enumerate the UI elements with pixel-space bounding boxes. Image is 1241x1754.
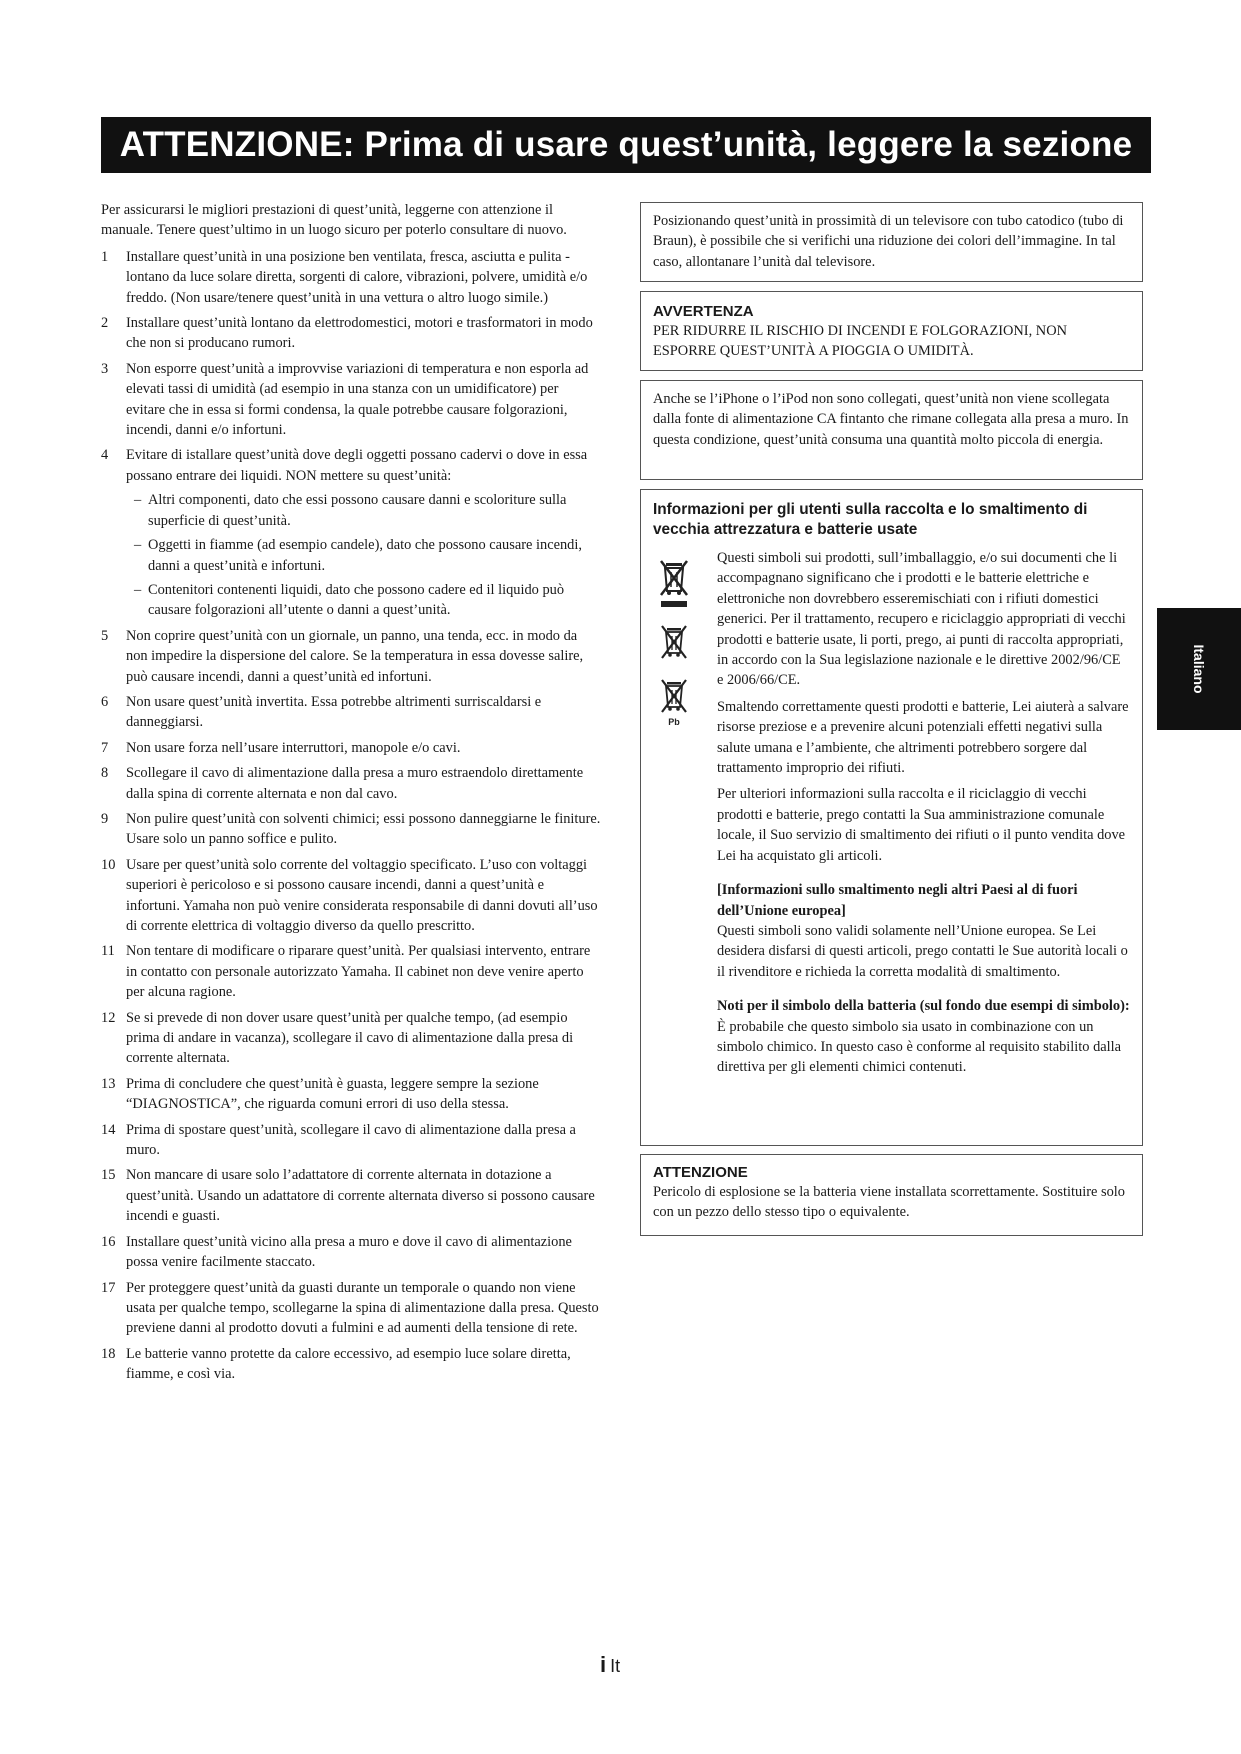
non-eu-heading: [Informazioni sullo smaltimento negli altri Paesi al di fuori dell’Unione europea]: [717, 882, 1078, 919]
sub-list: [126, 490, 601, 620]
iphone-notice-box: [640, 380, 1143, 480]
list-item: 17 Per proteggere quest’unità da guasti durante un temporale o quando non viene usata per qualche tempo, scollegarne la spina di alimentazione dalla presa. Questo previene danni al prodotto dovuti a fulmini e ad aumenti della tensione di rete.: [101, 1279, 599, 1337]
disposal-paragraph: Questi simboli sui prodotti, sull’imballaggio, e/o sui documenti che li accompagnano significano che i prodotti e le batterie elettriche e elettroniche non dovrebbero esseremischiati con i rifiuti domestici generici. Per il trattamento, recupero e riciclaggio appropriati di vecchi prodotti e batterie usate, li porti, prego, ai punti di raccolta appropriati, in accordo con la Sua legislazione nazionale e le direttive 2002/96/CE e 2006/66/CE.: [717, 550, 1126, 689]
list-item: 13 Prima di concludere che quest’unità è guasta, leggere sempre la sezione “DIAGNOSTICA”, che riguarda comuni errori di uso della stessa.: [101, 1075, 539, 1113]
instruction-list: [101, 247, 601, 1385]
list-item: 9 Non pulire quest’unità con solventi chimici; essi possono danneggiarne le finiture. Usare solo un panno soffice e pulito.: [101, 810, 601, 848]
list-item: 8 Scollegare il cavo di alimentazione dalla presa a muro estraendolo direttamente dalla spina di corrente alternata e non dal cavo.: [101, 765, 584, 802]
warning-text: PER RIDURRE IL RISCHIO DI INCENDI E FOLGORAZIONI, NON ESPORRE QUEST’UNITÀ A PIOGGIA O UMIDITÀ.: [653, 323, 1067, 360]
safety-instructions: [101, 200, 601, 1390]
list-item: 10 Usare per quest’unità solo corrente del voltaggio specificato. L’uso con voltaggi superiori è pericoloso e si possono causare incendi, danni a quest’unità e infortuni. Yamaha non può venire considerata responsabile di danni dovuti all’uso di corrente elettrica di voltaggio diverso da quello prescritto.: [101, 856, 598, 934]
list-item: 1 Installare quest’unità in una posizione ben ventilata, fresca, asciutta e pulita - lontano da luce solare diretta, sorgenti di calore, vibrazioni, polvere, umidità e/o freddo. (Non usare/tenere quest’unità in una vettura o altro luogo simile.): [101, 248, 588, 306]
pb-label: Pb: [668, 717, 680, 727]
page-number-roman: i: [600, 1652, 607, 1677]
list-item: 18 Le batterie vanno protette da calore eccessivo, ad esempio luce solare diretta, fiamme, e così via.: [101, 1345, 571, 1383]
list-item: 15 Non mancare di usare solo l’adattatore di corrente alternata in dotazione a quest’unità. Usando un adattatore di corrente alternata diverso si possono causare incendi e guasti.: [101, 1167, 595, 1225]
disposal-info-box: [640, 489, 1143, 1146]
list-item: 3 Non esporre quest’unità a improvvise variazioni di temperatura e non esporla ad elevati tassi di umidità (ad esempio in una stanza con un umidificatore) per evitare che in essa si formi condensa, la quale potrebbe causare folgorazioni, incendi, danni e/o infortuni.: [101, 360, 589, 439]
crt-notice-text: Posizionando quest’unità in prossimità di un televisore con tubo catodico (tubo di Braun), è possibile che si verifichi una riduzione dei colori dell’immagine. In tal caso, allontanare l’unità dal televisore.: [653, 213, 1124, 270]
list-item: 7 Non usare forza nell’usare interruttori, manopole e/o cavi.: [101, 739, 461, 756]
list-item: 5 Non coprire quest’unità con un giornale, un panno, una tenda, ecc. in modo da non impedire la dispersione del calore. Se la temperatura in essa dovesse salire, può causare incendi, danni a quest’unità ed infortuni.: [101, 627, 584, 685]
battery-symbol-heading: Noti per il simbolo della batteria (sul fondo due esempi di simbolo):: [717, 998, 1130, 1015]
iphone-notice-text: Anche se l’iPhone o l’iPod non sono collegati, quest’unità non viene scollegata dalla fonte di alimentazione CA fintanto che rimane collegata alla presa a muro. In questa condizione, quest’unità consuma una quantità molto piccola di energia.: [653, 391, 1129, 448]
caution-box: [640, 1154, 1143, 1236]
crossed-bin-icon: [657, 623, 691, 663]
page-number-lang: It: [610, 1656, 621, 1676]
list-item: 6 Non usare quest’unità invertita. Essa potrebbe altrimenti surriscaldarsi e danneggiarsi.: [101, 693, 542, 731]
disposal-paragraph: Per ulteriori informazioni sulla raccolta e il riciclaggio di vecchi prodotti e batterie, prego contatti la Sua amministrazione comunale locale, il Suo servizio di smaltimento dei rifiuti o il punto vendita dove Lei ha acquistato gli articoli.: [717, 786, 1126, 864]
list-item: 12 Se si prevede di non dover usare quest’unità per qualche tempo, (ad esempio prima di andare in vacanza), scollegare il cavo di alimentazione dalla presa di corrente alternata.: [101, 1009, 574, 1067]
list-item: 4 Evitare di istallare quest’unità dove degli oggetti possano cadervi o dove in essa possano entrare dei liquidi. NON mettere su quest’unità: – Altri componenti, dato che essi possono causare danni e scoloriture sulla superficie di quest’unità. – Oggetti in fiamme (ad esempio candele), dato che possono causare incendi, danni a quest’unità e infortuni. – Contenitori contenenti liquidi, dato che possono cadere ed il liquido può causare folgorazioni all’utente o danni a quest’unità.: [101, 445, 601, 620]
sub-list-item: – Oggetti in fiamme (ad esempio candele), dato che possono causare incendi, danni a quest’unità e infortuni.: [134, 537, 582, 574]
crossed-bin-with-bar-icon: [657, 557, 691, 609]
intro-paragraph: Per assicurarsi le migliori prestazioni di quest’unità, leggerne con attenzione il manuale. Tenere quest’ultimo in un luogo sicuro per poterlo consultare di nuovo.: [101, 202, 567, 239]
list-item: 14 Prima di spostare quest’unità, scollegare il cavo di alimentazione dalla presa a muro.: [101, 1121, 576, 1159]
page-title: ATTENZIONE: Prima di usare quest’unità, leggere la sezione seguente.: [101, 117, 1151, 173]
list-item: 11 Non tentare di modificare o riparare quest’unità. Per qualsiasi intervento, entrare in contatto con personale autorizzato Yamaha. Il cabinet non deve venire aperto per alcuna ragione.: [101, 943, 591, 1001]
caution-title: ATTENZIONE: [653, 1164, 748, 1181]
non-eu-paragraph: Questi simboli sono validi solamente nell’Unione europea. Se Lei desidera disfarsi di questi articoli, prego contatti le Sue autorità locali o il rivenditore e richieda la corretta modalità di smaltimento.: [717, 922, 1128, 980]
list-item: 16 Installare quest’unità vicino alla presa a muro e dove il cavo di alimentazione possa venire facilmente staccato.: [101, 1233, 572, 1271]
list-item: 2 Installare quest’unità lontano da elettrodomestici, motori e trasformatori in modo che non si producano rumori.: [101, 315, 593, 352]
warning-box: [640, 291, 1143, 371]
disposal-paragraph: Smaltendo correttamente questi prodotti e batterie, Lei aiuterà a salvare risorse preziose e a prevenire alcuni potenziali effetti negativi sulla salute umana e l’ambiente, che altrimenti potrebbero sorgere dal trattamento improprio dei rifiuti.: [717, 698, 1129, 777]
sub-list-item: – Altri componenti, dato che essi possono causare danni e scoloriture sulla superficie di quest’unità.: [134, 492, 567, 529]
sub-list-item: – Contenitori contenenti liquidi, dato che possono cadere ed il liquido può causare folgorazioni all’utente o danni a quest’unità.: [134, 581, 565, 619]
warning-title: AVVERTENZA: [653, 303, 754, 320]
language-tab-label: Italiano: [1191, 644, 1207, 694]
disposal-icons: [657, 557, 695, 743]
language-tab: [1157, 608, 1241, 730]
battery-symbol-paragraph: È probabile che questo simbolo sia usato in combinazione con un simbolo chimico. In questo caso è conforme al requisito stabilito dalla direttiva per gli elementi chimici contenuti.: [717, 1018, 1122, 1076]
disposal-text: [717, 548, 1130, 1078]
caution-text: Pericolo di esplosione se la batteria viene installata scorrettamente. Sostituire solo con un pezzo dello stesso tipo o equivalente.: [653, 1184, 1125, 1221]
disposal-title: Informazioni per gli utenti sulla raccolta e lo smaltimento di vecchia attrezzatura e batterie usate: [653, 501, 1088, 538]
page-number: [600, 1652, 620, 1678]
crt-notice-box: [640, 202, 1143, 282]
crossed-bin-pb-icon: [657, 677, 691, 729]
